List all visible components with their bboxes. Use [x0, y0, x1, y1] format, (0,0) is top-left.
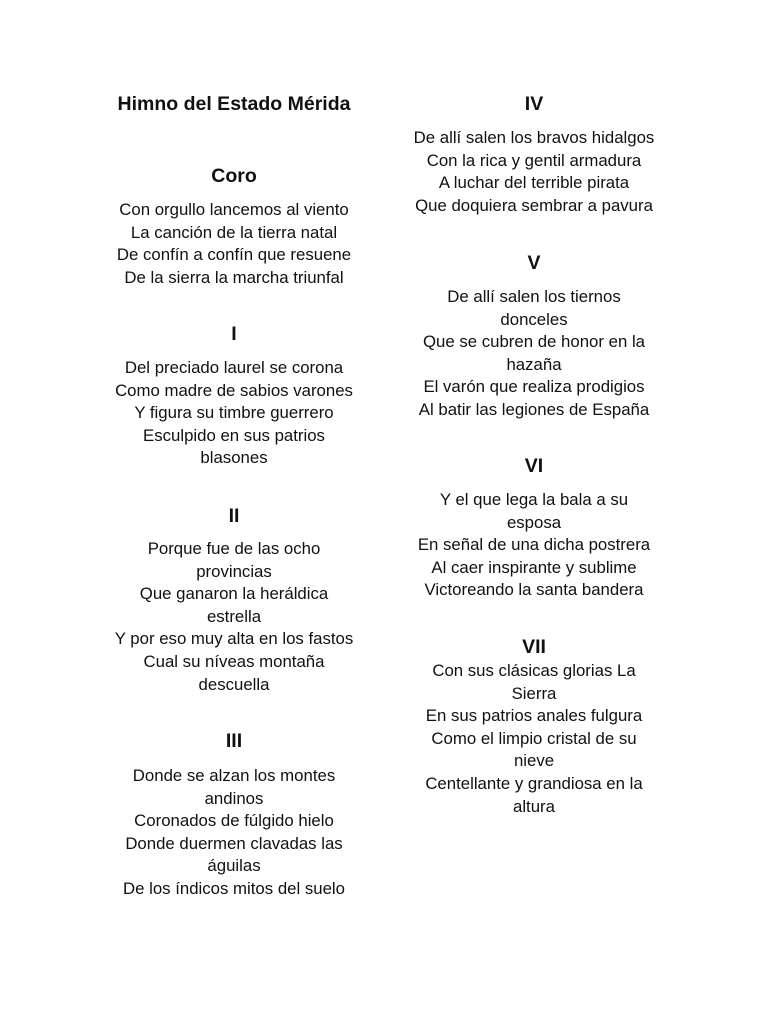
- stanza-i: [108, 357, 360, 470]
- verse-line: Donde se alzan los montes: [132, 766, 336, 785]
- stanza-heading-iii: III: [225, 730, 243, 752]
- verse-line: Y el que lega la bala a su: [439, 490, 629, 509]
- stanza-heading-v: V: [527, 252, 541, 274]
- stanza-vii: [404, 660, 664, 818]
- verse-line: altura: [513, 796, 555, 816]
- verse-line: De allí salen los tiernos: [447, 287, 621, 306]
- verse-line: Que doquiera sembrar a pavura: [415, 195, 653, 215]
- stanza-iv: [404, 127, 664, 217]
- stanza-coro: [108, 199, 360, 289]
- verse-line: Coronados de fúlgido hielo: [134, 811, 334, 831]
- verse-line: De los índicos mitos del suelo: [123, 878, 345, 898]
- verse-line: Cual su níveas montaña: [143, 651, 325, 671]
- verse-line: Centellante y grandiosa en la: [425, 773, 643, 793]
- verse-line: Con orgullo lancemos al viento: [119, 200, 349, 219]
- verse-line: Y por eso muy alta en los fastos: [114, 629, 354, 649]
- verse-line: esposa: [506, 512, 562, 532]
- stanza-heading-vi: VI: [524, 455, 544, 477]
- verse-line: El varón que realiza prodigios: [423, 377, 645, 397]
- verse-line: donceles: [500, 309, 568, 329]
- verse-line: Porque fue de las ocho: [147, 539, 321, 558]
- stanza-heading-vii: VII: [522, 636, 546, 658]
- verse-line: Con sus clásicas glorias La: [432, 661, 636, 680]
- verse-line: estrella: [206, 606, 262, 626]
- verse-line: Y figura su timbre guerrero: [134, 403, 334, 423]
- stanza-iii: [108, 765, 360, 901]
- verse-line: provincias: [196, 561, 272, 581]
- verse-line: blasones: [200, 448, 268, 468]
- verse-line: Sierra: [511, 683, 557, 703]
- stanza-vi: [404, 489, 664, 602]
- verse-line: andinos: [204, 788, 264, 808]
- verse-line: Del preciado laurel se corona: [124, 358, 344, 377]
- stanza-heading-i: I: [231, 323, 237, 345]
- stanza-heading-coro: Coro: [211, 165, 257, 187]
- verse-line: Victoreando la santa bandera: [424, 580, 644, 600]
- verse-line: Que ganaron la heráldica: [139, 584, 329, 604]
- verse-line: descuella: [198, 674, 270, 694]
- verse-line: Esculpido en sus patrios: [143, 425, 325, 445]
- verse-line: hazaña: [506, 354, 562, 374]
- verse-line: nieve: [513, 751, 555, 771]
- verse-line: Como el limpio cristal de su: [431, 728, 637, 748]
- verse-line: De confín a confín que resuene: [116, 245, 352, 265]
- verse-line: Donde duermen clavadas las: [125, 833, 343, 853]
- stanza-v: [404, 286, 664, 422]
- stanza-heading-ii: II: [228, 505, 240, 527]
- verse-line: Al batir las legiones de España: [418, 399, 650, 419]
- verse-line: La canción de la tierra natal: [130, 222, 338, 242]
- verse-line: Al caer inspirante y sublime: [431, 557, 637, 577]
- verse-line: De allí salen los bravos hidalgos: [413, 128, 655, 147]
- verse-line: Con la rica y gentil armadura: [426, 150, 642, 170]
- verse-line: A luchar del terrible pirata: [438, 173, 630, 193]
- verse-line: águilas: [207, 856, 261, 876]
- document-title: Himno del Estado Mérida: [117, 93, 351, 115]
- stanza-ii: [108, 538, 360, 696]
- stanza-heading-iv: IV: [524, 93, 544, 115]
- verse-line: Que se cubren de honor en la: [422, 332, 646, 352]
- verse-line: De la sierra la marcha triunfal: [124, 267, 344, 287]
- verse-line: En sus patrios anales fulgura: [425, 706, 643, 726]
- verse-line: Como madre de sabios varones: [115, 380, 353, 400]
- verse-line: En señal de una dicha postrera: [417, 535, 651, 555]
